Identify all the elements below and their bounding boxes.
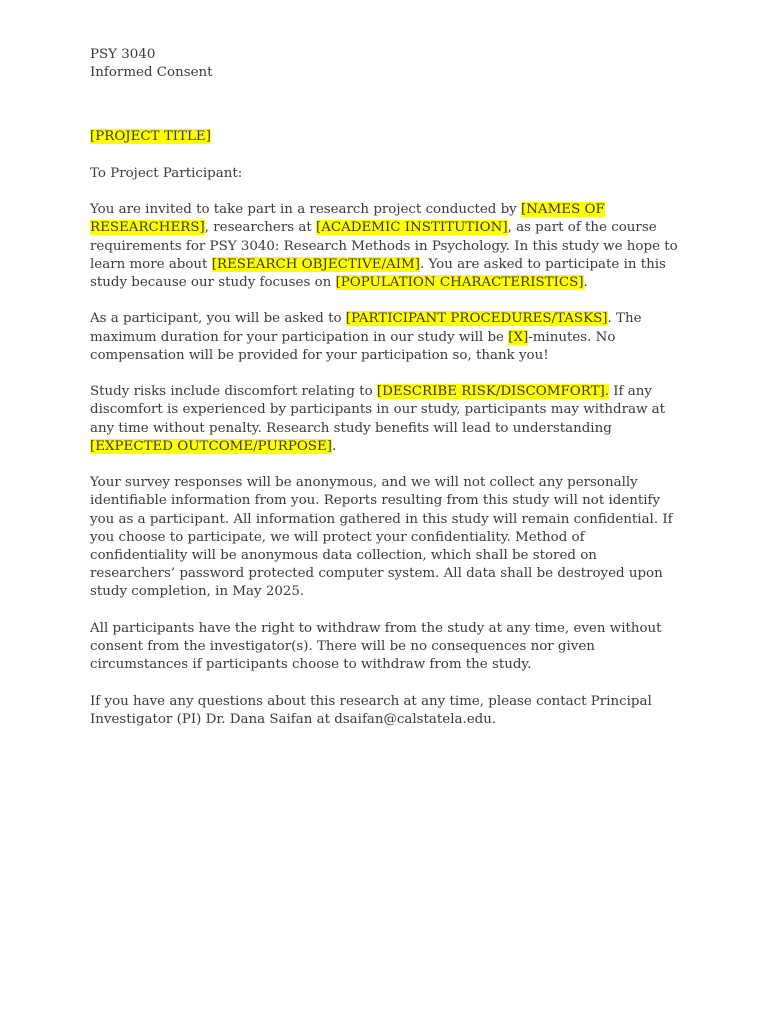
- procedures-placeholder: [PARTICIPANT PROCEDURES/TASKS]: [345, 311, 608, 327]
- objective-placeholder: [RESEARCH OBJECTIVE/AIM]: [211, 256, 420, 272]
- text-run: . The maximum duration for your participation in our study will be: [90, 311, 642, 345]
- confidentiality-paragraph: Your survey responses will be anonymous, and we will not collect any personally identifiable information from you. Reports resulting from this study will not identify you as a participant. All information gathered in this study will remain confidential. If you choose to participate, we will protect your confidentiality. Method of confidentiality will be anonymous data collection, which shall be stored on researchers’ password protected computer system. All data shall be destroyed upon study completion, in May 2025.: [90, 475, 673, 600]
- population-placeholder: [POPULATION CHARACTERISTICS]: [335, 275, 584, 290]
- text-run: Study risks include discomfort relating to: [90, 384, 377, 400]
- salutation: To Project Participant:: [90, 165, 243, 181]
- outcome-placeholder: [EXPECTED OUTCOME/PURPOSE]: [90, 438, 332, 454]
- document-type: Informed Consent: [90, 65, 213, 81]
- text-run: You are invited to take part in a research project conducted by: [90, 202, 521, 218]
- document-header: [90, 46, 678, 82]
- researchers-placeholder: [NAMES OF RESEARCHERS]: [90, 202, 605, 236]
- text-run: .: [331, 438, 337, 454]
- text-run: , as part of the course requirements for PSY 3040: Research Methods in Psychology. In this study we hope to learn more about: [90, 220, 678, 272]
- contact-paragraph: If you have any questions about this research at any time, please contact Principal Investigator (PI) Dr. Dana Saifan at dsaifan@calstatela.edu.: [90, 693, 652, 727]
- duration-placeholder: [X]: [508, 329, 529, 345]
- text-run: , researchers at: [204, 220, 316, 236]
- project-title-paragraph: [90, 128, 678, 146]
- risks-paragraph: [90, 383, 678, 456]
- text-run: .: [583, 275, 588, 290]
- project-title-placeholder: [PROJECT TITLE]: [90, 129, 211, 145]
- document-body: [90, 128, 678, 729]
- procedures-paragraph: [90, 310, 678, 365]
- text-run: If any discomfort is experienced by participants in our study, participants may withdraw at any time without penalty. Research study benefits will lead to understanding: [90, 384, 666, 436]
- text-run: As a participant, you will be asked to: [90, 311, 346, 327]
- text-run: . You are asked to participate in this study because our study focuses on: [90, 256, 666, 290]
- risk-placeholder: [DESCRIBE RISK/DISCOMFORT].: [376, 384, 610, 400]
- invitation-paragraph: [90, 201, 678, 292]
- course-code: PSY 3040: [90, 47, 156, 62]
- text-run: -minutes. No compensation will be provided for your participation so, thank you!: [90, 329, 616, 363]
- institution-placeholder: [ACADEMIC INSTITUTION]: [315, 220, 508, 236]
- withdrawal-paragraph: All participants have the right to withdraw from the study at any time, even without consent from the investigator(s). There will be no consequences nor given circumstances if participants choose to withdraw from the study.: [90, 620, 662, 673]
